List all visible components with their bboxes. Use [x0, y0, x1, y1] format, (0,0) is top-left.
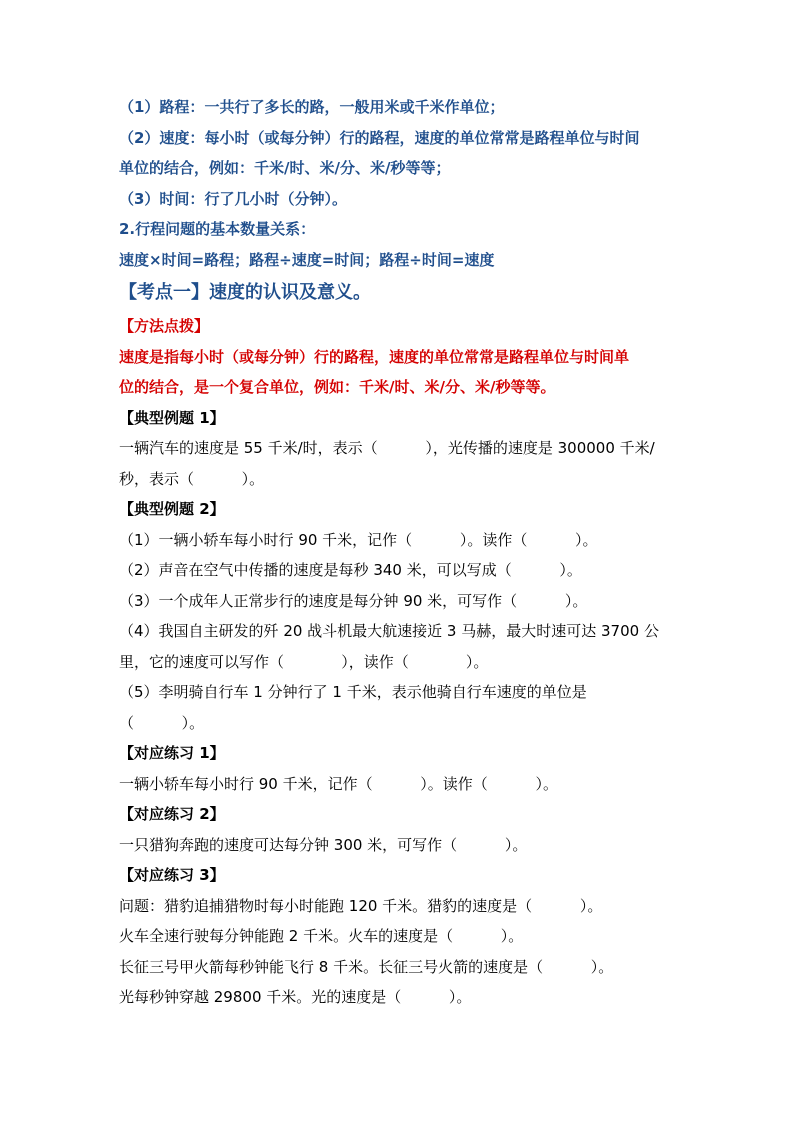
document-page [119, 92, 694, 1013]
practice3-question4: 光每秒钟穿越 29800 千米。光的速度是（ ）。 [119, 988, 472, 1006]
relation-formula: 速度×时间=路程；路程÷速度=时间；路程÷时间=速度 [119, 250, 495, 269]
example2-question4-line2: 里，它的速度可以写作（ ），读作（ ）。 [119, 652, 489, 671]
example1-label: 【典型例题 1】 [119, 408, 225, 427]
method-label: 【方法点拨】 [119, 317, 210, 335]
intro-item-speed-line2: 单位的结合，例如：千米/时、米/分、米/秒等等； [119, 159, 451, 177]
intro-item-speed-line1: （2）速度：每小时（或每分钟）行的路程，速度的单位常常是路程单位与时间 [119, 128, 640, 147]
example2-question5-line2: （ ）。 [119, 713, 205, 732]
relation-title: 2.行程问题的基本数量关系： [119, 220, 316, 238]
example1-line2: 秒，表示（ ）。 [119, 469, 265, 488]
practice3-label: 【对应练习 3】 [119, 866, 225, 884]
method-text-line1: 速度是指每小时（或每分钟）行的路程，速度的单位常常是路程单位与时间单 [119, 347, 630, 366]
intro-item-time: （3）时间：行了几小时（分钟）。 [119, 189, 347, 208]
practice3-question3: 长征三号甲火箭每秒钟能飞行 8 千米。长征三号火箭的速度是（ ）。 [119, 957, 614, 976]
example1-line1: 一辆汽车的速度是 55 千米/时，表示（ ），光传播的速度是 300000 千米/ [119, 439, 655, 457]
method-text-line2: 位的结合，是一个复合单位，例如：千米/时、米/分、米/秒等等。 [119, 378, 556, 396]
example2-question5-line1: （5）李明骑自行车 1 分钟行了 1 千米，表示他骑自行车速度的单位是 [119, 683, 587, 701]
practice1-question: 一辆小轿车每小时行 90 千米，记作（ ）。读作（ ）。 [119, 774, 558, 793]
practice3-question2: 火车全速行驶每分钟能跑 2 千米。火车的速度是（ ）。 [119, 927, 524, 945]
section-title: 【考点一】速度的认识及意义。 [119, 282, 371, 303]
intro-item-distance: （1）路程：一共行了多长的路，一般用米或千米作单位； [119, 98, 505, 116]
practice3-question1: 问题：猎豹追捕猎物时每小时能跑 120 千米。猎豹的速度是（ ）。 [119, 896, 603, 915]
practice2-label: 【对应练习 2】 [119, 805, 225, 823]
example2-question2: （2）声音在空气中传播的速度是每秒 340 米，可以写成（ ）。 [119, 561, 582, 579]
example2-question4-line1: （4）我国自主研发的歼 20 战斗机最大航速接近 3 马赫，最大时速可达 3700 公 [119, 622, 659, 640]
practice1-label: 【对应练习 1】 [119, 744, 225, 762]
example2-question3: （3）一个成年人正常步行的速度是每分钟 90 米，可写作（ ）。 [119, 591, 588, 610]
example2-question1: （1）一辆小轿车每小时行 90 千米，记作（ ）。读作（ ）。 [119, 530, 598, 549]
practice2-question: 一只猎狗奔跑的速度可达每分钟 300 米，可写作（ ）。 [119, 835, 528, 854]
example2-label: 【典型例题 2】 [119, 500, 225, 518]
